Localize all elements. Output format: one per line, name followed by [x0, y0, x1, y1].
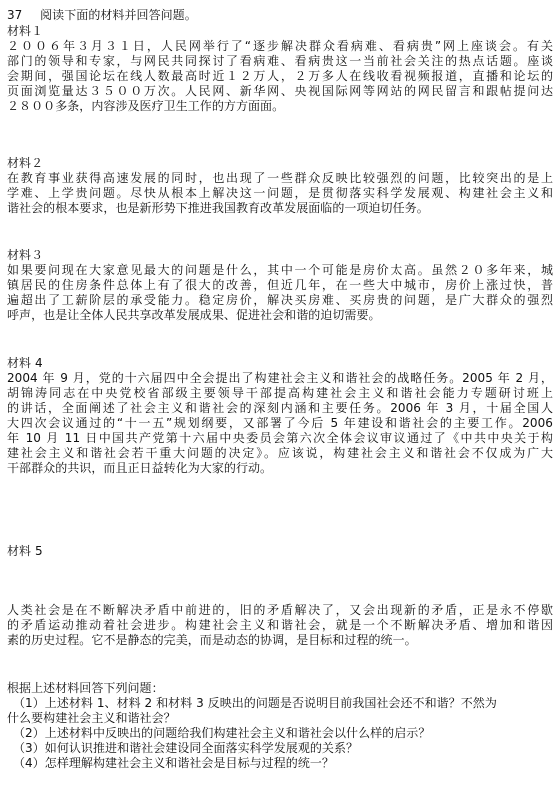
question-item: （4）怎样理解构建社会主义和谐社会是目标与过程的统一？ — [13, 756, 334, 770]
question-header — [7, 8, 553, 23]
question-item: （3）如何认识推进和谐社会建设同全面落实科学发展观的关系？ — [13, 741, 359, 755]
material-4 — [7, 356, 553, 476]
question-item: （2）上述材料中反映出的问题给我们构建社会主义和谐社会以什么样的启示？ — [13, 726, 431, 740]
material-3-line: 遍超出了工薪阶层的承受能力。稳定房价，解决买房难、买房贵的问题，是广大群众的强烈 — [7, 293, 553, 307]
questions-intro: 根据上述材料回答下列问题： — [7, 681, 164, 695]
question-item: 什么要构建社会主义和谐社会？ — [7, 711, 176, 725]
material-2-line: 谐社会的根本要求，也是新形势下推进我国教育改革发展面临的一项迫切任务。 — [7, 201, 429, 215]
material-1-body — [7, 39, 553, 114]
questions — [7, 681, 553, 771]
material-1 — [7, 24, 553, 114]
material-3-line: 镇居民的住房条件总体上有了很大的改善，但近几年，在一些大中城市，房价上涨过快，普 — [7, 278, 553, 292]
material-3-body — [7, 263, 553, 323]
material-4-line: 2004 年 9 月，党的十六届四中全会提出了构建社会主义和谐社会的战略任务。2005 年 2 月， — [7, 371, 553, 385]
material-1-line: ２８００多条，内容涉及医疗卫生工作的方方面面。 — [7, 99, 285, 113]
material-3-line: 呼声，也是让全体人民共享改革发展成果、促进社会和谐的迫切需要。 — [7, 308, 381, 322]
material-5 — [7, 544, 553, 559]
material-4-body — [7, 371, 553, 476]
material-2-line: 在教育事业获得高速发展的同时，也出现了一些群众反映比较强烈的问题，比较突出的是上 — [7, 171, 553, 185]
material-1-line: 会期间，强国论坛在线人数最高时近１２万人，２万多人在线收看视频报道，直播和论坛的 — [7, 69, 553, 83]
material-4-line: 建社会主义和谐社会若干重大问题的决定》。应该说，构建社会主义和谐社会不仅成为广大 — [7, 446, 553, 460]
material-1-line: 部门的领导和专家，与网民共同探讨了看病难、看病贵这一当前社会关注的热点话题。座谈 — [7, 54, 553, 68]
material-3 — [7, 248, 553, 323]
material-2 — [7, 156, 553, 216]
material-4-heading: 材料 4 — [7, 356, 43, 370]
material-5-line: 素的历史过程。它不是静态的完美，而是动态的协调，是目标和过程的统一。 — [7, 633, 417, 647]
question-number: 37 — [7, 8, 23, 22]
question-prompt: 阅读下面的材料并回答问题。 — [40, 8, 197, 22]
material-1-line: ２００６年３月３１日，人民网举行了“逐步解决群众看病难、看病贵”网上座谈会。有关 — [7, 39, 553, 53]
material-4-line: 大四次会议通过的“十一五”规划纲要，又部署了今后 5 年建设和谐社会的主要工作。2006 — [7, 416, 553, 430]
material-1-heading: 材料１ — [7, 24, 44, 38]
question-item: （1）上述材料 1、材料 2 和材料 3 反映出的问题是否说明目前我国社会还不和谐？不然为 — [13, 696, 497, 710]
material-3-heading: 材料３ — [7, 248, 44, 262]
material-1-line: 页面浏览量达３５００万次。人民网、新华网、央视国际网等网站的网民留言和跟帖提问达 — [7, 84, 553, 98]
material-5-line: 人类社会是在不断解决矛盾中前进的，旧的矛盾解决了，又会出现新的矛盾，正是永不停歇 — [7, 603, 553, 617]
material-5-line: 的矛盾运动推动着社会进步。构建社会主义和谐社会，就是一个不断解决矛盾、增加和谐因 — [7, 618, 553, 632]
material-2-line: 学难、上学贵问题。尽快从根本上解决这一问题，是贯彻落实科学发展观、构建社会主义和 — [7, 186, 553, 200]
material-2-heading: 材料２ — [7, 156, 44, 170]
material-3-line: 如果要问现在大家意见最大的问题是什么，其中一个可能是房价太高。虽然２０多年来，城 — [7, 263, 553, 277]
material-4-line: 胡锦涛同志在中央党校省部级主要领导干部提高构建社会主义和谐社会能力专题研讨班上 — [7, 386, 553, 400]
material-4-line: 年 10 月 11 日中国共产党第十六届中央委员会第六次全体会议审议通过了《中共中央关于构 — [7, 431, 553, 445]
material-5-heading: 材料 5 — [7, 544, 43, 558]
material-4-line: 的讲话，全面阐述了社会主义和谐社会的深刻内涵和主要任务。2006 年 3 月，十届全国人 — [7, 401, 553, 415]
material-2-body — [7, 171, 553, 216]
material-4-line: 干部群众的共识，而且正日益转化为大家的行动。 — [7, 461, 273, 475]
material-5-body — [7, 603, 553, 648]
